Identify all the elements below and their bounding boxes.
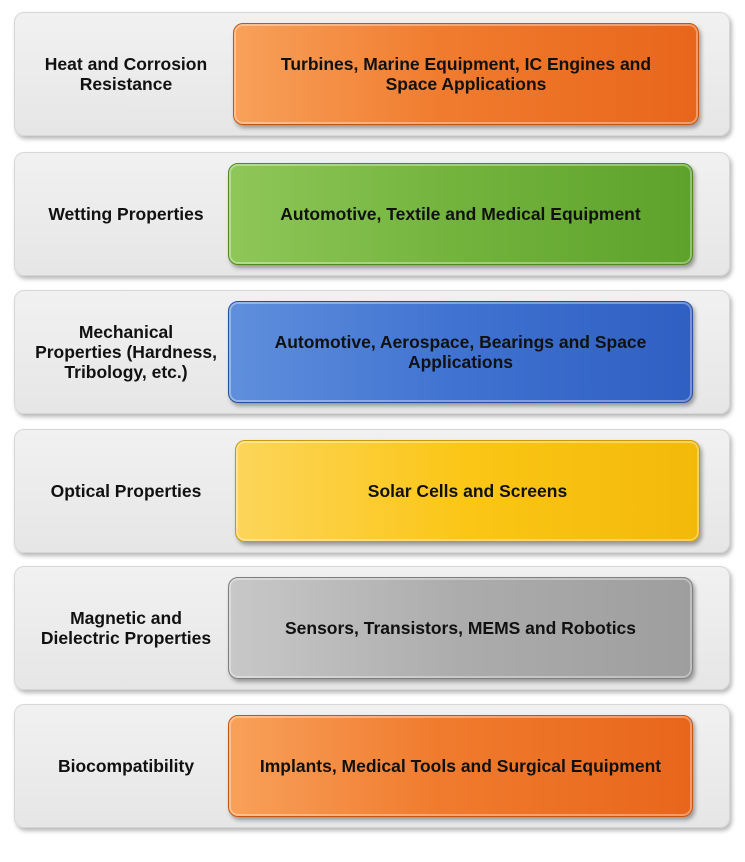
property-row-optical bbox=[14, 429, 730, 553]
applications-box: Sensors, Transistors, MEMS and Robotics bbox=[228, 577, 693, 679]
property-row-heat-corrosion bbox=[14, 12, 730, 136]
applications-box: Automotive, Aerospace, Bearings and Space Applications bbox=[228, 301, 693, 403]
applications-box: Implants, Medical Tools and Surgical Equipment bbox=[228, 715, 693, 817]
applications-box: Automotive, Textile and Medical Equipment bbox=[228, 163, 693, 265]
property-label: Wetting Properties bbox=[48, 204, 204, 224]
property-label: Optical Properties bbox=[50, 481, 202, 501]
property-row-wetting bbox=[14, 152, 730, 276]
property-label: Magnetic and Dielectric Properties bbox=[40, 608, 212, 648]
property-label: Mechanical Properties (Hardness, Tribology, etc.) bbox=[35, 322, 217, 382]
property-label: Heat and Corrosion Resistance bbox=[44, 54, 208, 94]
applications-box: Solar Cells and Screens bbox=[235, 440, 700, 542]
property-row-magnetic-dielectric bbox=[14, 566, 730, 690]
applications-box: Turbines, Marine Equipment, IC Engines and Space Applications bbox=[233, 23, 699, 125]
property-row-biocompatibility bbox=[14, 704, 730, 828]
property-label: Biocompatibility bbox=[57, 756, 195, 776]
property-row-mechanical bbox=[14, 290, 730, 414]
